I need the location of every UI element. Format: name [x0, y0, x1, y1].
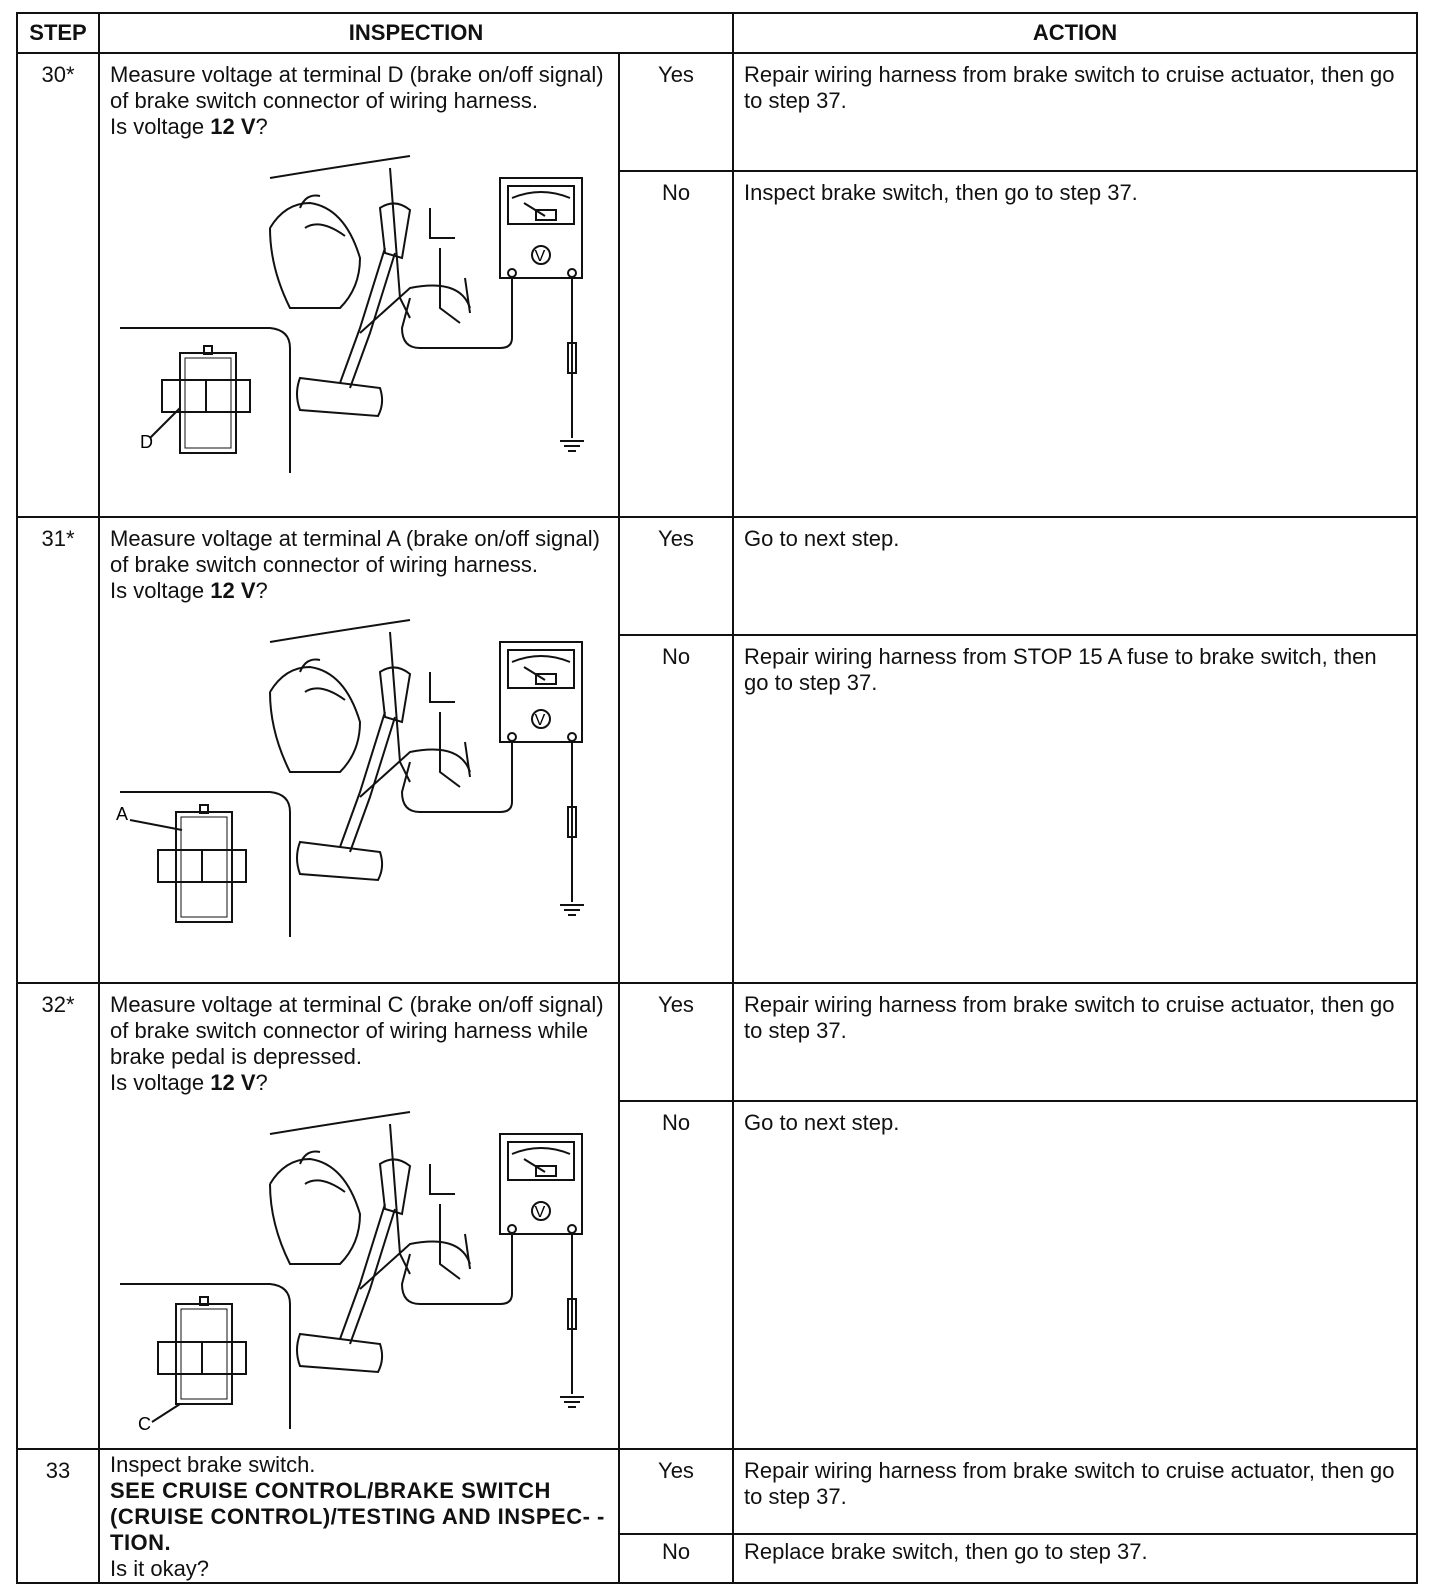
inspection-question: Is voltage 12 V?	[110, 1070, 268, 1095]
yes-action: Repair wiring harness from brake switch to cruise actuator, then go to step 37.	[733, 983, 1417, 1101]
voltmeter-illustration	[110, 148, 590, 478]
step-number: 33	[17, 1449, 99, 1583]
meter-symbol: V	[534, 248, 546, 265]
inspection-text: Inspect brake switch.	[110, 1452, 316, 1477]
inspection-cell	[99, 517, 619, 983]
inspection-question: Is voltage 12 V?	[110, 578, 268, 603]
inspection-text: Measure voltage at terminal D (brake on/off signal) of brake switch connector of wiring harness.	[110, 62, 604, 113]
inspection-question: Is it okay?	[110, 1556, 210, 1581]
table-row	[17, 983, 1417, 1101]
terminal-label: D	[140, 432, 153, 452]
inspection-text: Measure voltage at terminal C (brake on/off signal) of brake switch connector of wiring harness while brake pedal is depressed.	[110, 992, 604, 1069]
no-label: No	[619, 171, 733, 517]
no-action: Replace brake switch, then go to step 37.	[733, 1534, 1417, 1583]
inspection-text: Measure voltage at terminal A (brake on/off signal) of brake switch connector of wiring harness.	[110, 526, 600, 577]
yes-action: Repair wiring harness from brake switch to cruise actuator, then go to step 37.	[733, 1449, 1417, 1534]
terminal-label: C	[138, 1414, 151, 1434]
meter-symbol: V	[534, 1204, 546, 1221]
inspection-reference: SEE CRUISE CONTROL/BRAKE SWITCH (CRUISE CONTROL)/TESTING AND INSPEC- -TION.	[110, 1478, 605, 1555]
yes-label: Yes	[619, 1449, 733, 1534]
header-row	[17, 13, 1417, 53]
yes-label: Yes	[619, 517, 733, 635]
table-row	[17, 517, 1417, 635]
no-label: No	[619, 1101, 733, 1449]
step-number: 31*	[17, 517, 99, 983]
no-action: Inspect brake switch, then go to step 37.	[733, 171, 1417, 517]
header-inspection: INSPECTION	[99, 13, 733, 53]
table-row	[17, 53, 1417, 171]
header-action: ACTION	[733, 13, 1417, 53]
voltmeter-illustration	[110, 612, 590, 942]
header-step: STEP	[17, 13, 99, 53]
yes-label: Yes	[619, 53, 733, 171]
no-label: No	[619, 1534, 733, 1583]
no-label: No	[619, 635, 733, 983]
no-action: Repair wiring harness from STOP 15 A fuse to brake switch, then go to step 37.	[733, 635, 1417, 983]
terminal-label: A	[116, 804, 129, 824]
step-number: 30*	[17, 53, 99, 517]
no-action: Go to next step.	[733, 1101, 1417, 1449]
inspection-question: Is voltage 12 V?	[110, 114, 268, 139]
diagnostic-table	[16, 12, 1418, 1584]
inspection-cell	[99, 1449, 619, 1583]
voltmeter-illustration	[110, 1104, 590, 1434]
inspection-cell	[99, 53, 619, 517]
yes-action: Repair wiring harness from brake switch to cruise actuator, then go to step 37.	[733, 53, 1417, 171]
inspection-cell	[99, 983, 619, 1449]
yes-action: Go to next step.	[733, 517, 1417, 635]
yes-label: Yes	[619, 983, 733, 1101]
meter-symbol: V	[534, 712, 546, 729]
step-number: 32*	[17, 983, 99, 1449]
table-row	[17, 1449, 1417, 1534]
